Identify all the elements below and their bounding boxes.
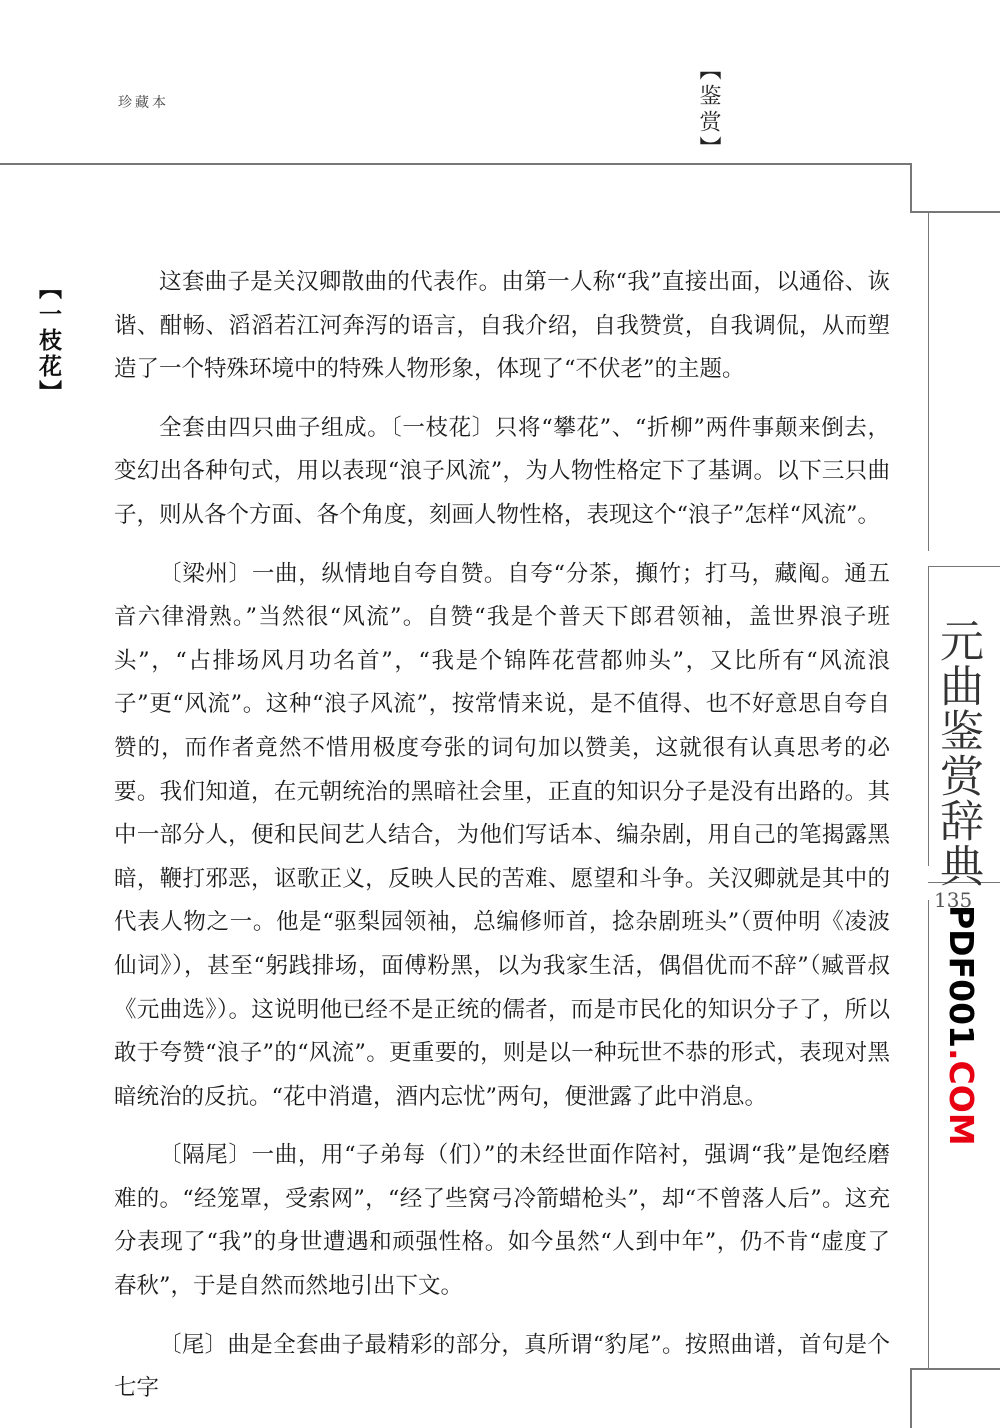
frame-right-line-lower <box>910 1368 912 1428</box>
edition-label: 珍藏本 <box>118 95 169 111</box>
paragraph: 〔梁州〕一曲，纵情地自夸自赞。自夸“分茶，攧竹；打马，藏阄。通五音六律滑熟。”当然很“风流”。自赞“我是个普天下郎君领袖，盖世界浪子班头”，“占排场风月功名首”，“我是个锦阵花营都帅头”，又比所有“风流浪子”更“风流”。这种“浪子风流”，按常情来说，是不值得、也不好意思自夸自赞的，而作者竟然不惜用极度夸张的词句加以赞美，这就很有认真思考的必要。我们知道，在元朝统治的黑暗社会里，正直的知识分子是没有出路的。其中一部分人，便和民间艺人结合，为他们写话本、编杂剧，用自己的笔揭露黑暗，鞭打邪恶，讴歌正义，反映人民的苦难、愿望和斗争。关汉卿就是其中的代表人物之一。他是“驱梨园领袖，总编修师首，捻杂剧班头”（贾仲明《凌波仙词》），甚至“躬践排场，面傅粉黑，以为我家生活，偶倡优而不辞”（臧晋叔《元曲选》）。这说明他已经不是正统的儒者，而是市民化的知识分子了，所以敢于夸赞“浪子”的“风流”。更重要的，则是以一种玩世不恭的形式，表现对黑暗统治的反抗。“花中消遣，酒内忘忧”两句，便泄露了此中消息。 <box>114 560 890 1110</box>
frame-top-line <box>0 163 912 165</box>
watermark <box>942 905 981 1146</box>
frame-bottom-step <box>910 1368 1000 1370</box>
watermark-text-main: PDF001 <box>942 905 981 1049</box>
sidebar-divider-upper <box>928 211 929 551</box>
sidebar-box-left <box>928 566 929 866</box>
section-label: 【鉴赏】 <box>696 58 721 162</box>
paragraph: 〔尾〕曲是全套曲子最精彩的部分，真所谓“豹尾”。按照曲谱，首句是个七字 <box>114 1331 890 1402</box>
page-number: 135 <box>934 888 973 912</box>
sidebar-box-top <box>928 566 1000 567</box>
book-title: 元曲鉴赏辞典 <box>932 618 983 888</box>
paragraph: 这套曲子是关汉卿散曲的代表作。由第一人称“我”直接出面，以通俗、诙谐、酣畅、滔滔若江河奔泻的语言，自我介绍，自我赞赏，自我调侃，从而塑造了一个特殊环境中的特殊人物形象，体现了“不伏老”的主题。 <box>114 269 890 383</box>
frame-right-line-upper <box>910 163 912 213</box>
qu-title-tab: 【一枝花】 <box>35 276 62 406</box>
article-body <box>114 261 890 1411</box>
frame-step-line <box>910 211 1000 213</box>
watermark-text-domain: .COM <box>942 1048 981 1146</box>
paragraph: 全套由四只曲子组成。〔一枝花〕只将“攀花”、“折柳”两件事颠来倒去，变幻出各种句式，用以表现“浪子风流”，为人物性格定下了基调。以下三只曲子，则从各个方面、各个角度，刻画人物性格，表现这个“浪子”怎样“风流”。 <box>114 414 890 528</box>
paragraph: 〔隔尾〕一曲，用“子弟每（们）”的未经世面作陪衬，强调“我”是饱经磨难的。“经笼罩，受索网”，“经了些窝弓冷箭蜡枪头”，却“不曾落人后”。这充分表现了“我”的身世遭遇和顽强性格。如今虽然“人到中年”，仍不肯“虚度了春秋”，于是自然而然地引出下文。 <box>114 1142 890 1300</box>
sidebar-divider-lower <box>928 900 929 1370</box>
